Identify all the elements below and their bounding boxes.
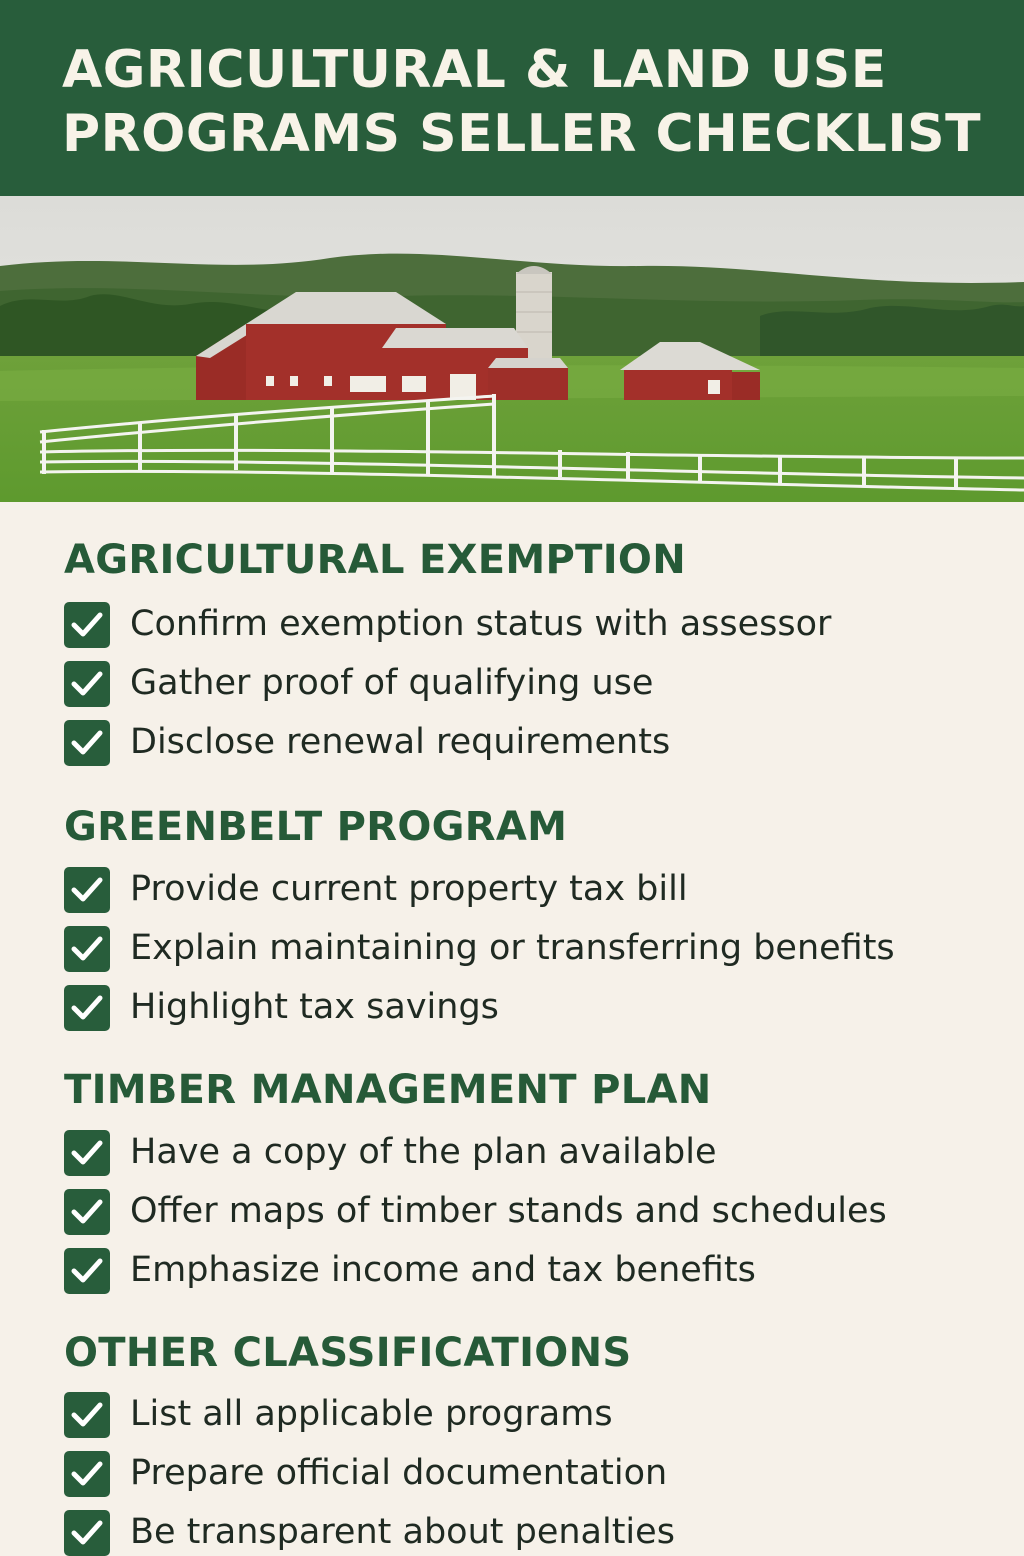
checkbox-checked-icon (64, 1248, 110, 1294)
checklist-item-text: Confirm exemption status with assessor (130, 604, 832, 644)
checklist-item (64, 865, 964, 913)
checklist-item (64, 924, 964, 972)
checklist-item-text: Explain maintaining or transferring benefits (130, 928, 895, 968)
checklist-item-text: Offer maps of timber stands and schedules (130, 1191, 887, 1231)
checkbox-checked-icon (64, 985, 110, 1031)
checklist-item (64, 1128, 964, 1176)
header-banner (0, 0, 1024, 196)
checkbox-checked-icon (64, 1510, 110, 1556)
section-title-timber-management-plan: TIMBER MANAGEMENT PLAN (64, 1067, 712, 1113)
checklist-item (64, 1390, 964, 1438)
checkbox-checked-icon (64, 1189, 110, 1235)
checklist-item-text: List all applicable programs (130, 1394, 613, 1434)
checklist-item-text: Disclose renewal requirements (130, 722, 671, 762)
checklist-item-text: Have a copy of the plan available (130, 1132, 717, 1172)
checklist-item (64, 1246, 964, 1294)
checklist-item (64, 1187, 964, 1235)
checklist-item-text: Be transparent about penalties (130, 1512, 675, 1552)
checklist-item (64, 1508, 964, 1556)
checkbox-checked-icon (64, 602, 110, 648)
checklist-item (64, 983, 964, 1031)
section-title-other-classifications: OTHER CLASSIFICATIONS (64, 1330, 632, 1376)
page-title-line-1: AGRICULTURAL & LAND USE (62, 40, 887, 100)
checklist-item (64, 600, 964, 648)
checkbox-checked-icon (64, 1130, 110, 1176)
checkbox-checked-icon (64, 867, 110, 913)
section-title-greenbelt-program: GREENBELT PROGRAM (64, 804, 568, 850)
checkbox-checked-icon (64, 926, 110, 972)
checkbox-checked-icon (64, 1392, 110, 1438)
checkbox-checked-icon (64, 720, 110, 766)
checklist-item (64, 659, 964, 707)
checkbox-checked-icon (64, 661, 110, 707)
checkbox-checked-icon (64, 1451, 110, 1497)
checklist-item-text: Prepare official documentation (130, 1453, 668, 1493)
checklist-item (64, 718, 964, 766)
checklist-item-text: Emphasize income and tax benefits (130, 1250, 756, 1290)
section-title-agricultural-exemption: AGRICULTURAL EXEMPTION (64, 537, 686, 583)
checklist-item-text: Gather proof of qualifying use (130, 663, 654, 703)
page-title-line-2: PROGRAMS SELLER CHECKLIST (62, 104, 982, 164)
checklist-item-text: Highlight tax savings (130, 987, 499, 1027)
checklist-item (64, 1449, 964, 1497)
checklist-item-text: Provide current property tax bill (130, 869, 688, 909)
farm-landscape-image (0, 196, 1024, 502)
